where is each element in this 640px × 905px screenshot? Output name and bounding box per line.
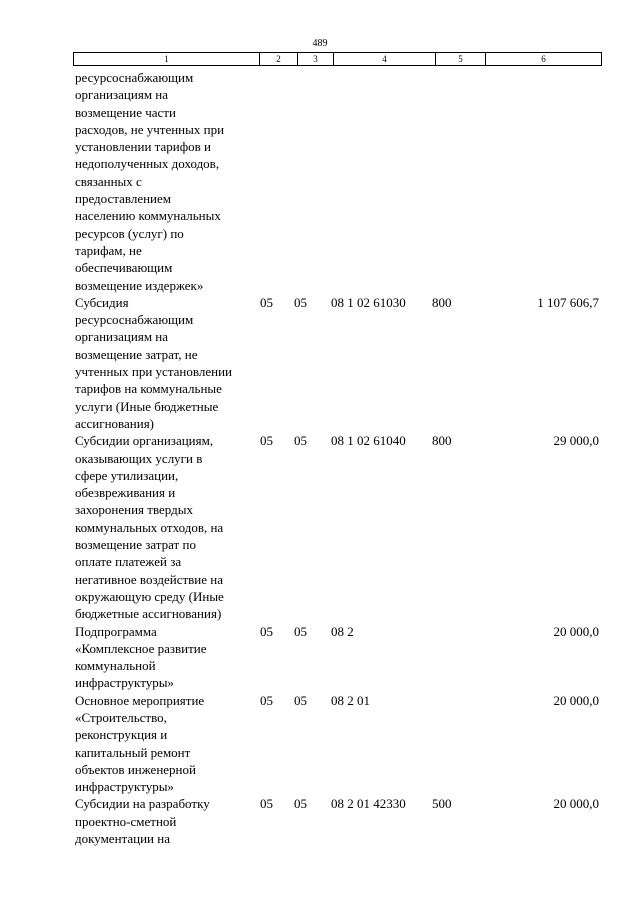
table-header xyxy=(73,52,602,66)
table-row xyxy=(75,294,599,432)
description-line: окружающую среду (Иные xyxy=(75,588,224,604)
description-line: недополученных доходов, xyxy=(75,156,220,172)
description-line: населению коммунальных xyxy=(75,208,221,224)
amount: 29 000,0 xyxy=(553,433,599,449)
target-article-code: 08 1 02 61040 xyxy=(331,433,406,449)
description-line: услуги (Иные бюджетные xyxy=(75,398,219,414)
column-header-4: 4 xyxy=(334,53,436,65)
subsection-code: 05 xyxy=(294,294,307,310)
table-body xyxy=(75,69,599,847)
description-line: документации на xyxy=(75,831,170,847)
amount: 20 000,0 xyxy=(553,796,599,812)
column-header-5: 5 xyxy=(436,53,486,65)
description-line: возмещение издержек» xyxy=(75,277,204,293)
description-line: ресурсов (услуг) по xyxy=(75,225,184,241)
description-line: оплате платежей за xyxy=(75,554,182,570)
description-line: предоставлением xyxy=(75,191,172,207)
description-line: возмещение части xyxy=(75,104,176,120)
table-row xyxy=(75,432,599,622)
table-row xyxy=(75,623,599,692)
target-article-code: 08 2 01 xyxy=(331,692,370,708)
description-line: коммунальной xyxy=(75,658,156,674)
description-line: Подпрограмма xyxy=(75,623,157,639)
description-line: сфере утилизации, xyxy=(75,467,179,483)
description-line: капитальный ремонт xyxy=(75,744,191,760)
description-line: бюджетные ассигнования) xyxy=(75,606,222,622)
column-header-6: 6 xyxy=(541,54,546,64)
target-article-code: 08 2 01 42330 xyxy=(331,796,406,812)
description-line: Субсидия xyxy=(75,294,129,310)
subsection-code: 05 xyxy=(294,623,307,639)
description-line: ресурсоснабжающим xyxy=(75,70,194,85)
description-line: ассигнования) xyxy=(75,415,155,431)
section-code: 05 xyxy=(260,623,273,639)
description-line: «Комплексное развитие xyxy=(75,640,207,656)
expense-type-code: 800 xyxy=(432,294,452,310)
section-code: 05 xyxy=(260,294,273,310)
row-description xyxy=(75,294,258,432)
description-line: объектов инженерной xyxy=(75,761,196,777)
description-line: организациям на xyxy=(75,329,169,345)
expense-type-code: 800 xyxy=(432,433,452,449)
description-line: «Строительство, xyxy=(75,709,167,725)
description-line: Субсидии организациям, xyxy=(75,433,214,449)
table-row xyxy=(75,692,599,796)
description-line: реконструкция и xyxy=(75,727,168,743)
column-header-1: 1 xyxy=(74,53,260,65)
row-description xyxy=(75,692,258,796)
description-line: расходов, не учтенных при xyxy=(75,121,225,137)
description-line: ресурсоснабжающим xyxy=(75,312,194,328)
page-number: 489 xyxy=(312,38,328,49)
section-code: 05 xyxy=(260,692,273,708)
description-line: возмещение затрат, не xyxy=(75,346,198,362)
description-line: обеспечивающим xyxy=(75,260,173,276)
column-header-2: 2 xyxy=(260,53,298,65)
description-line: негативное воздействие на xyxy=(75,571,223,587)
description-line: возмещение затрат по xyxy=(75,537,196,553)
description-line: организациям на xyxy=(75,87,169,103)
row-description xyxy=(75,432,258,622)
target-article-code: 08 1 02 61030 xyxy=(331,294,406,310)
description-line: коммунальных отходов, на xyxy=(75,519,224,535)
table-row xyxy=(75,69,599,294)
section-code: 05 xyxy=(260,796,273,812)
row-description xyxy=(75,69,258,294)
subsection-code: 05 xyxy=(294,433,307,449)
description-line: Субсидии на разработку xyxy=(75,796,210,812)
description-line: захоронения твердых xyxy=(75,502,193,518)
section-code: 05 xyxy=(260,433,273,449)
expense-type-code: 500 xyxy=(432,796,452,812)
description-line: обезвреживания и xyxy=(75,485,176,501)
description-line: проектно-сметной xyxy=(75,813,177,829)
amount: 20 000,0 xyxy=(553,692,599,708)
description-line: связанных с xyxy=(75,173,142,189)
description-line: тарифам, не xyxy=(75,242,142,258)
amount: 1 107 606,7 xyxy=(537,294,599,310)
description-line: установлении тарифов и xyxy=(75,139,212,155)
description-line: оказывающих услуги в xyxy=(75,450,203,466)
table-row xyxy=(75,795,599,847)
description-line: инфраструктуры» xyxy=(75,675,174,691)
target-article-code: 08 2 xyxy=(331,623,354,639)
subsection-code: 05 xyxy=(294,692,307,708)
description-line: инфраструктуры» xyxy=(75,779,174,795)
description-line: тарифов на коммунальные xyxy=(75,381,222,397)
column-header-3: 3 xyxy=(298,53,334,65)
description-line: Основное мероприятие xyxy=(75,692,205,708)
row-description xyxy=(75,623,258,692)
amount: 20 000,0 xyxy=(553,623,599,639)
description-line: учтенных при установлении xyxy=(75,364,232,380)
row-description xyxy=(75,795,258,847)
subsection-code: 05 xyxy=(294,796,307,812)
